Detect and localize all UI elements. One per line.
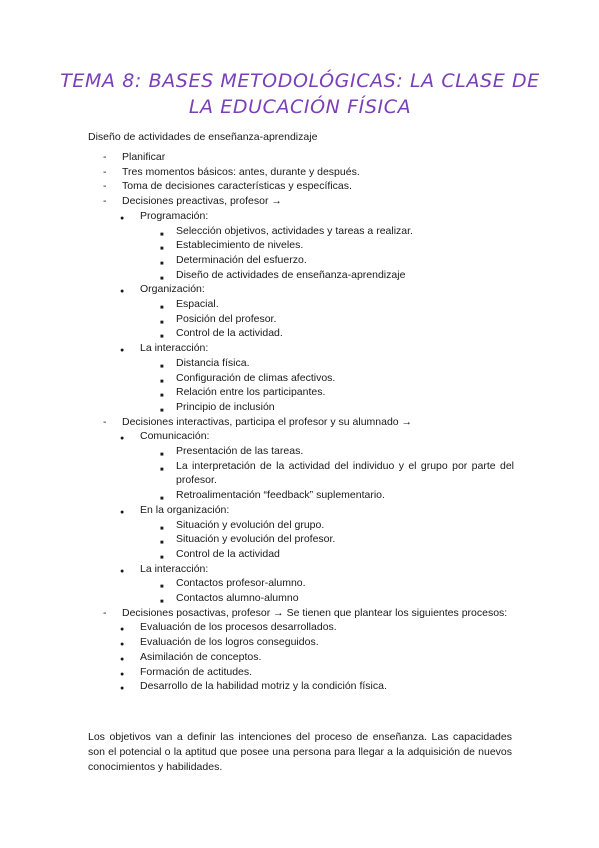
footer-paragraph: Los objetivos van a definir las intenciones del proceso de enseñanza. Las capacidades son el potencial o la aptitud que posee una persona para llegar a la adquisición de nuevos conocimientos y habilidades. [88,731,512,773]
round-bullet-icon: ● [120,626,125,634]
outline-item-text: Situación y evolución del grupo. [176,518,325,531]
outline-item-text: Presentación de las tareas. [176,445,304,457]
square-bullet-icon: ■ [160,584,164,591]
round-bullet-icon: ● [120,655,125,663]
square-bullet-icon: ■ [160,599,164,605]
outline-item-text: Control de la actividad [176,547,280,560]
outline-item-text: Control de la actividad. [176,327,283,340]
square-bullet-icon: ■ [160,231,164,238]
outline-item-text: Configuración de climas afectivos. [176,371,336,384]
outline-item-text: Formación de actitudes. [140,665,253,678]
round-bullet-icon: ● [120,567,125,575]
square-bullet-icon: ■ [160,525,164,532]
outline-item-text: Selección objetivos, actividades y tareas a realizar. [176,224,413,237]
round-bullet-icon: ● [120,288,125,296]
square-bullet-icon: ■ [160,554,164,561]
outline-item-text: Desarrollo de la habilidad motriz y la condición física. [140,680,387,693]
outline-item-text: Espacial. [176,298,219,310]
outline-item-text: Contactos profesor-alumno. [176,577,306,590]
round-bullet-icon: ● [120,685,125,693]
square-bullet-icon: ■ [160,496,164,503]
outline-item-text: Posición del profesor. [176,312,277,325]
square-bullet-icon: ■ [160,319,164,326]
square-bullet-icon: ■ [160,363,164,370]
round-bullet-icon: ● [120,641,125,649]
square-bullet-icon: ■ [160,334,164,341]
dash-bullet-icon: - [103,165,107,178]
round-bullet-icon: ● [120,508,125,516]
square-bullet-icon: ■ [160,393,164,400]
outline-item-text: Programación: [140,209,209,222]
outline-item-text: La interacción: [140,562,209,575]
outline-item-text: Contactos alumno-alumno [176,592,299,604]
square-bullet-icon: ■ [160,275,164,282]
outline-item-text: La interacción: [140,342,209,355]
outline-item-text: Establecimiento de niveles. [176,239,304,252]
dash-bullet-icon: - [103,415,107,428]
outline-item-text: Tres momentos básicos: antes, durante y después. [122,165,360,178]
outline-item-text: Situación y evolución del profesor. [176,533,336,546]
square-bullet-icon: ■ [160,378,164,385]
outline-item-text: Principio de inclusión [176,400,275,413]
outline-item-text: Relación entre los participantes. [176,386,326,399]
round-bullet-icon: ● [120,347,125,355]
square-bullet-icon: ■ [160,466,164,473]
outline-item-text: Distancia física. [176,356,250,369]
outline-item-text: Asimilación de conceptos. [140,650,262,663]
square-bullet-icon: ■ [160,260,164,267]
square-bullet-icon: ■ [160,246,164,253]
dash-bullet-icon: - [103,606,107,619]
dash-bullet-icon: - [103,195,107,208]
outline-item-text: En la organización: [140,503,230,516]
section-subtitle: Diseño de actividades de enseñanza-aprendizaje [88,131,318,143]
outline-item-text: Decisiones interactivas, participa el profesor y su alumnado → [122,415,413,428]
dash-bullet-icon: - [103,180,107,193]
outline-item-text: Organización: [140,283,205,296]
outline-item-text: Decisiones posactivas, profesor → Se tienen que plantear los siguientes procesos: [122,606,508,619]
dash-bullet-icon: - [103,151,107,163]
outline-item-text: Comunicación: [140,430,210,443]
outline-item-text: Evaluación de los procesos desarrollados. [140,621,337,634]
outline-item-text: Determinación del esfuerzo. [176,253,307,266]
page-title: TEMA 8: BASES METODOLÓGICAS: LA CLASE DE LA EDUCACIÓN FÍSICA [60,70,540,118]
square-bullet-icon: ■ [160,452,164,458]
outline-item-text: Diseño de actividades de enseñanza-aprendizaje [176,268,406,281]
outline-item-text: Retroalimentación “feedback” suplementario. [176,489,385,502]
outline-item-text: La interpretación de la actividad del individuo y el grupo por parte del profesor. [176,459,514,486]
round-bullet-icon: ● [120,670,125,678]
outline-item-text: Evaluación de los logros conseguidos. [140,636,319,649]
square-bullet-icon: ■ [160,540,164,547]
outline-item-text: Decisiones preactivas, profesor → [122,195,282,208]
outline-item-text: Toma de decisiones características y específicas. [122,180,352,193]
round-bullet-icon: ● [120,435,125,443]
square-bullet-icon: ■ [160,305,164,311]
outline-item-text: Planificar [122,151,166,163]
round-bullet-icon: ● [120,214,125,222]
square-bullet-icon: ■ [160,407,164,414]
